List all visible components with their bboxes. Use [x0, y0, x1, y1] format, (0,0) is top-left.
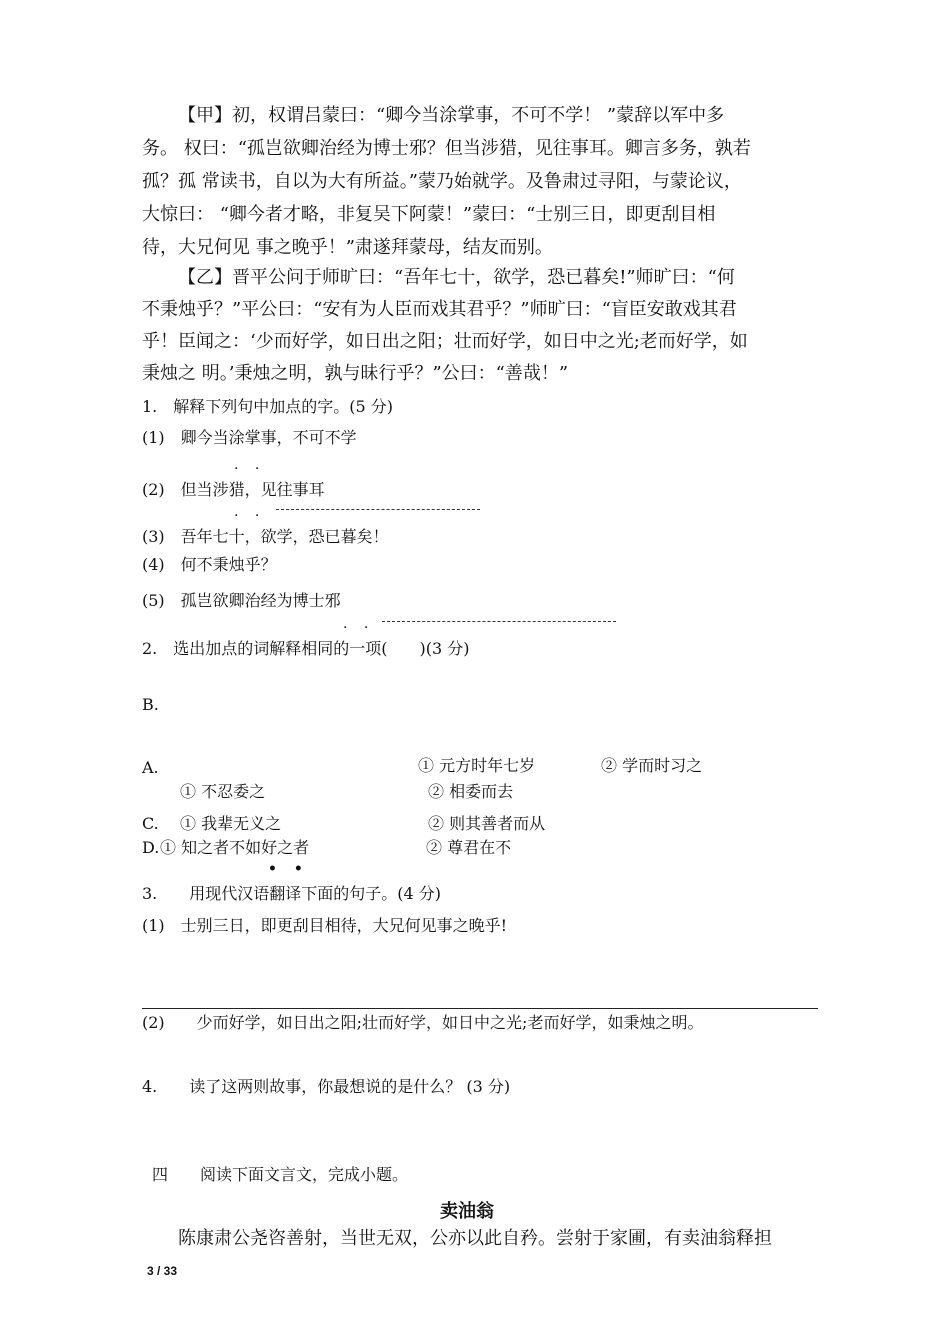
question-3-item-2: (2) 少而好学，如日出之阳;壮而好学，如日中之光;老而好学，如秉烛之明。	[142, 1013, 704, 1032]
option-d-label: D.	[142, 838, 160, 857]
option-d-right: ② 尊君在不	[426, 838, 512, 857]
passage-line-1: 陈康肃公尧咨善射，当世无双，公亦以此自矜。尝射于家圃，有卖油翁释担	[178, 1228, 772, 1249]
option-a-left: ① 元方时年七岁	[418, 756, 536, 775]
option-b-right: ② 相委而去	[428, 782, 514, 801]
passage-a-line-4: 大惊曰： “卿今者才略，非复吴下阿蒙！”蒙曰：“士别三日，即更刮目相	[142, 204, 716, 225]
question-1-title: 1. 解释下列句中加点的字。(5 分)	[142, 397, 394, 416]
question-1-item-5: (5) 孤岂欲卿治经为博士邪	[142, 591, 341, 610]
emphasis-dots: . .	[234, 457, 266, 473]
answer-line	[276, 509, 480, 510]
page-number: 3 / 33	[147, 1264, 178, 1278]
answer-line	[142, 1008, 818, 1009]
emphasis-dots: . .	[343, 616, 375, 632]
passage-a-line-3: 孤？孤 常读书，自以为大有所益。”蒙乃始就学。及鲁肃过寻阳，与蒙论议，	[142, 171, 742, 192]
passage-b-line-2: 不秉烛乎？”平公曰：“安有为人臣而戏其君乎？”师旷曰：“盲臣安敢戏其君	[142, 299, 737, 320]
option-b-label: B.	[142, 695, 159, 714]
question-1-item-4: (4) 何不秉烛乎？	[142, 555, 277, 574]
question-1-item-1: (1) 卿今当涂掌事，不可不学	[142, 428, 357, 447]
answer-line	[382, 621, 616, 622]
question-1-item-2: (2) 但当涉猎，见往事耳	[142, 480, 325, 499]
question-3-title: 3. 用现代汉语翻译下面的句子。(4 分)	[142, 884, 442, 903]
option-c-right: ② 则其善者而从	[428, 814, 546, 833]
passage-title: 卖油翁	[440, 1201, 494, 1222]
option-a-label: A.	[142, 758, 159, 777]
option-d-left: ① 知之者不如好之者	[160, 838, 310, 857]
question-1-item-3: (3) 吾年七十，欲学，恐已暮矣！	[142, 527, 389, 546]
passage-b-line-4: 秉烛之 明。’秉烛之明，孰与昧行乎？”公曰：“善哉！”	[142, 363, 569, 384]
option-a-right: ② 学而时习之	[601, 756, 703, 775]
question-2-title: 2. 选出加点的词解释相同的一项( )(3 分)	[142, 639, 470, 658]
passage-a-line-1: 【甲】初，权谓吕蒙曰：“卿今当涂掌事，不可不学！ ”蒙辞以军中多	[178, 105, 725, 126]
emphasis-dots: . .	[234, 504, 266, 520]
passage-a-line-5: 待，大兄何见 事之晚乎！”肃遂拜蒙母，结友而别。	[142, 237, 553, 258]
question-3-item-1: (1) 士别三日，即更刮目相待，大兄何见事之晚乎!	[142, 916, 508, 935]
passage-b-line-3: 乎！臣闻之：‘少而好学，如日出之阳；壮而好学，如日中之光;老而好学，如	[142, 331, 748, 352]
passage-a-line-2: 务。 权曰：“孤岂欲卿治经为博士邪？但当涉猎，见往事耳。卿言多务，孰若	[142, 138, 751, 159]
option-c-label: C.	[142, 814, 159, 833]
question-4-title: 4. 读了这两则故事，你最想说的是什么？ (3 分)	[142, 1077, 511, 1096]
section-4-heading: 四 阅读下面文言文，完成小题。	[152, 1165, 409, 1184]
option-b-left: ① 不忍委之	[180, 782, 266, 801]
emphasis-bullets: • •	[268, 861, 309, 877]
option-c-left: ① 我辈无义之	[180, 814, 282, 833]
passage-b-line-1: 【乙】晋平公问于师旷曰：“吾年七十，欲学，恐已暮矣!”师旷曰：“何	[178, 267, 735, 288]
